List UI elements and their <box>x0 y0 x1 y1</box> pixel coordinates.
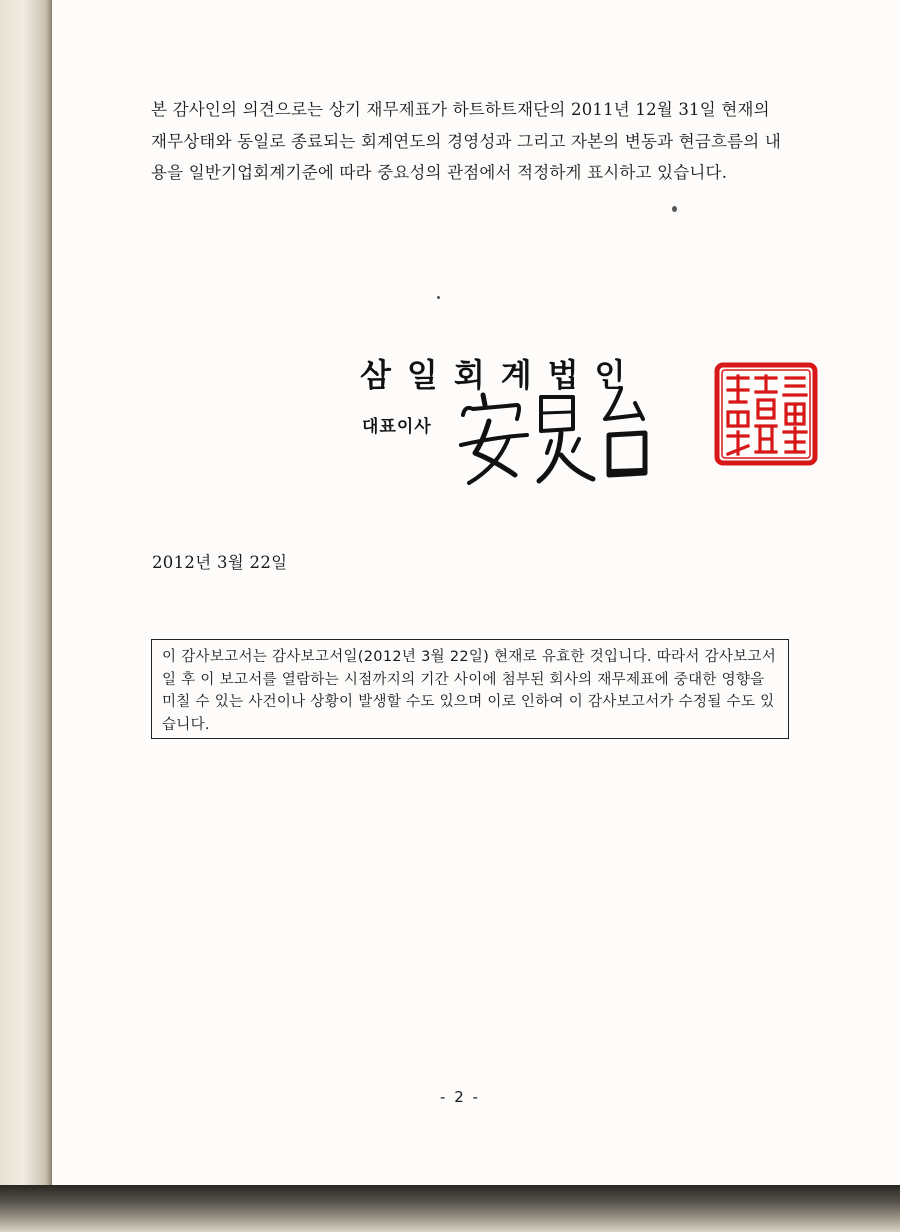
scan-bottom-edge <box>0 1185 900 1232</box>
scan-binding-edge <box>0 0 52 1185</box>
scan-speck <box>437 296 440 299</box>
report-validity-notice: 이 감사보고서는 감사보고서일(2012년 3월 22일) 현재로 유효한 것입니다. 따라서 감사보고서일 후 이 보고서를 열람하는 시점까지의 기간 사이에 첨부된 회사의 재무제표에 중대한 영향을 미칠 수 있는 사건이나 상황이 발생할 수도 있으며 이로 인하여 이 감사보고서가 수정될 수도 있습니다. <box>151 639 789 739</box>
scan-speck <box>672 206 677 212</box>
representative-signature <box>455 375 655 495</box>
page-number: - 2 - <box>440 1088 480 1106</box>
representative-title: 대표이사 <box>362 417 432 437</box>
audit-opinion-paragraph: 본 감사인의 의견으로는 상기 재무제표가 하트하트재단의 2011년 12월 31일 현재의 재무상태와 동일로 종료되는 회계연도의 경영성과 그리고 자본의 변동과 현금흐름의 내용을 일반기업회계기준에 따라 중요성의 관점에서 적정하게 표시하고 있습니다. <box>151 100 782 182</box>
corporate-seal <box>714 362 818 466</box>
audit-firm-name: 삼일회계법인 <box>360 356 642 394</box>
report-date: 2012년 3월 22일 <box>152 553 288 572</box>
